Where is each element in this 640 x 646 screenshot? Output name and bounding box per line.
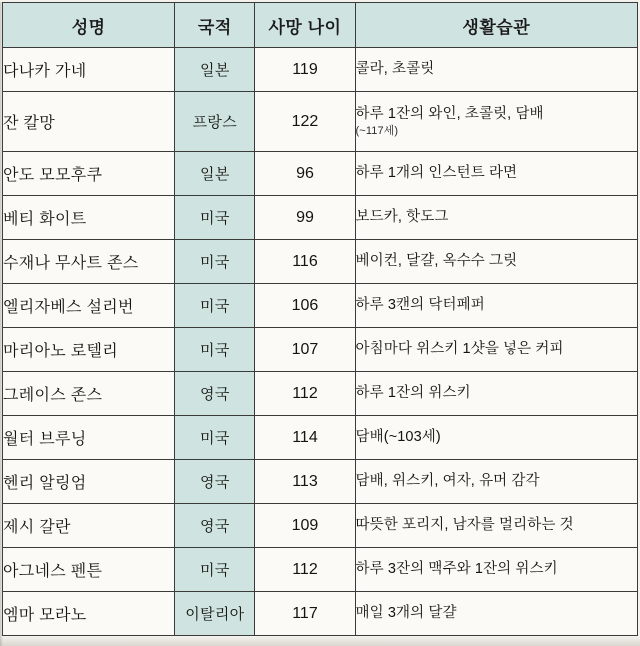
- cell-habit: [355, 284, 637, 328]
- table-row: [3, 592, 638, 636]
- table-header: [3, 3, 638, 48]
- cell-nationality: 미국: [175, 196, 255, 240]
- cell-name: 안도 모모후쿠: [3, 152, 175, 196]
- habit-text: 담배(~103세): [355, 429, 441, 446]
- table-row: [3, 460, 638, 504]
- cell-habit: [355, 48, 637, 92]
- table-row: [3, 372, 638, 416]
- cell-name: 엘리자베스 설리번: [3, 284, 175, 328]
- table-header-row: [3, 3, 638, 48]
- cell-habit: [355, 372, 637, 416]
- cell-name: 헨리 알링엄: [3, 460, 175, 504]
- cell-nationality: 미국: [175, 284, 255, 328]
- cell-age: 113: [255, 460, 355, 504]
- cell-nationality: 이탈리아: [175, 592, 255, 636]
- cell-habit: [355, 152, 637, 196]
- cell-habit: [355, 92, 637, 152]
- habit-text: 콜라, 초콜릿: [355, 61, 435, 78]
- cell-name: 마리아노 로텔리: [3, 328, 175, 372]
- table-row: [3, 284, 638, 328]
- table-row: [3, 548, 638, 592]
- cell-age: 99: [255, 196, 355, 240]
- cell-name: 엠마 모라노: [3, 592, 175, 636]
- table-row: [3, 48, 638, 92]
- cell-name: 월터 브루닝: [3, 416, 175, 460]
- cell-nationality: 영국: [175, 504, 255, 548]
- habit-text: 베이컨, 달걀, 옥수수 그릿: [355, 253, 518, 270]
- table-row: [3, 504, 638, 548]
- cell-age: 106: [255, 284, 355, 328]
- cell-nationality: 일본: [175, 48, 255, 92]
- cell-name: 잔 칼망: [3, 92, 175, 152]
- cell-habit: [355, 460, 637, 504]
- cell-habit: [355, 548, 637, 592]
- cell-nationality: 미국: [175, 416, 255, 460]
- column-header-nationality: 국적: [175, 3, 255, 48]
- table-row: [3, 328, 638, 372]
- habit-text: 하루 1개의 인스턴트 라면: [355, 165, 518, 182]
- habit-text: 아침마다 위스키 1샷을 넣은 커피: [355, 341, 564, 358]
- habit-text: 담배, 위스키, 여자, 유머 감각: [355, 473, 540, 490]
- cell-habit: [355, 504, 637, 548]
- cell-name: 베티 화이트: [3, 196, 175, 240]
- cell-nationality: 일본: [175, 152, 255, 196]
- cell-age: 116: [255, 240, 355, 284]
- habit-text: 하루 1잔의 와인, 초콜릿, 담배: [355, 105, 544, 122]
- cell-nationality: 프랑스: [175, 92, 255, 152]
- cell-name: 수재나 무사트 존스: [3, 240, 175, 284]
- cell-habit: [355, 240, 637, 284]
- cell-habit: [355, 592, 637, 636]
- habit-note: (~117세): [355, 124, 399, 137]
- cell-name: 다나카 가네: [3, 48, 175, 92]
- cell-nationality: 영국: [175, 372, 255, 416]
- column-header-name: 성명: [3, 3, 175, 48]
- cell-name: 아그네스 펜튼: [3, 548, 175, 592]
- habit-text: 따뜻한 포리지, 남자를 멀리하는 것: [355, 517, 574, 534]
- habit-text: 하루 3잔의 맥주와 1잔의 위스키: [355, 561, 558, 578]
- table-row: [3, 152, 638, 196]
- cell-age: 119: [255, 48, 355, 92]
- table-row: [3, 416, 638, 460]
- table-row: [3, 196, 638, 240]
- table-row: [3, 92, 638, 152]
- habit-text: 하루 3캔의 닥터페퍼: [355, 297, 485, 314]
- document-page: [0, 2, 640, 646]
- cell-age: 109: [255, 504, 355, 548]
- cell-habit: [355, 328, 637, 372]
- cell-nationality: 미국: [175, 548, 255, 592]
- cell-age: 112: [255, 372, 355, 416]
- cell-nationality: 미국: [175, 328, 255, 372]
- cell-nationality: 미국: [175, 240, 255, 284]
- cell-name: 제시 갈란: [3, 504, 175, 548]
- column-header-habit: 생활습관: [355, 3, 637, 48]
- cell-age: 122: [255, 92, 355, 152]
- habit-text: 매일 3개의 달걀: [355, 605, 457, 622]
- table-row: [3, 240, 638, 284]
- habit-text: 하루 1잔의 위스키: [355, 385, 471, 402]
- cell-nationality: 영국: [175, 460, 255, 504]
- cell-habit: [355, 196, 637, 240]
- habit-text: 보드카, 핫도그: [355, 209, 449, 226]
- column-header-age: 사망 나이: [255, 3, 355, 48]
- cell-age: 112: [255, 548, 355, 592]
- longevity-table: [2, 2, 638, 636]
- cell-age: 96: [255, 152, 355, 196]
- table-body: [3, 48, 638, 636]
- cell-age: 107: [255, 328, 355, 372]
- cell-age: 114: [255, 416, 355, 460]
- cell-age: 117: [255, 592, 355, 636]
- cell-habit: [355, 416, 637, 460]
- page-edge-shadow-bottom: [0, 636, 640, 646]
- cell-name: 그레이스 존스: [3, 372, 175, 416]
